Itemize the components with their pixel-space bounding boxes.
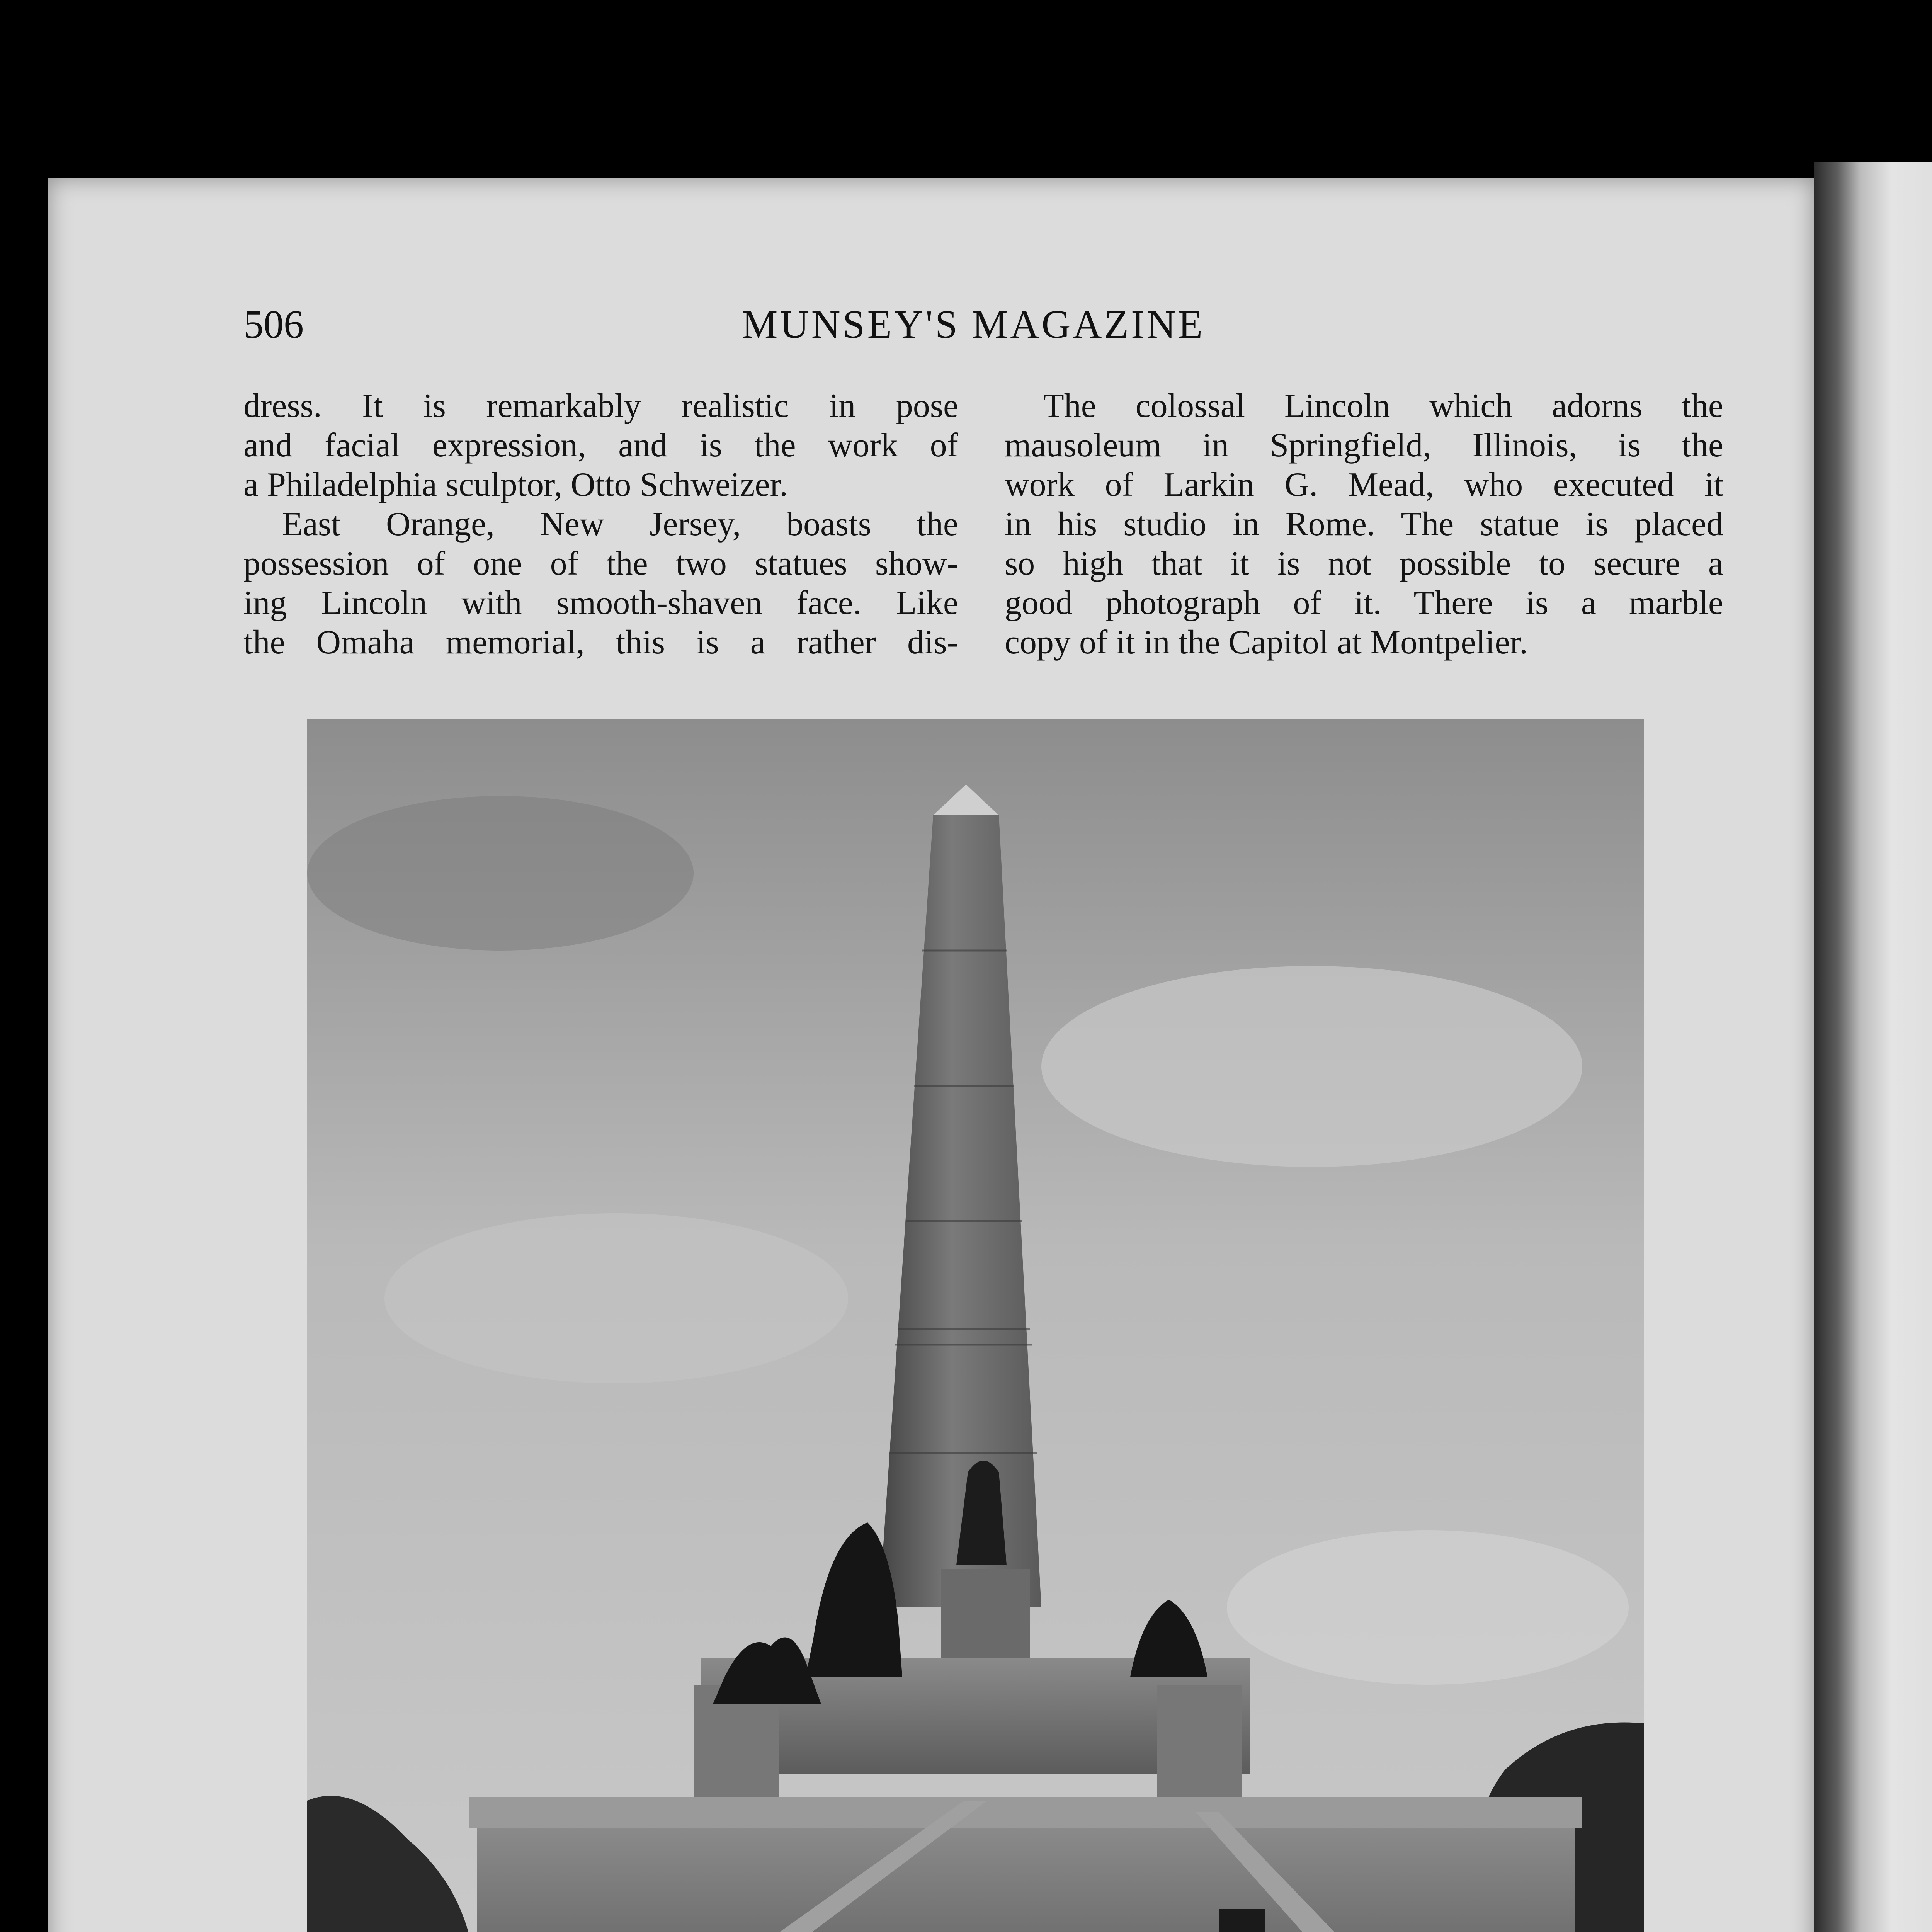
text-line: the Omaha memorial, this is a rather dis- bbox=[243, 624, 958, 661]
running-header bbox=[48, 301, 1814, 363]
text-line: dress. It is remarkably realistic in pose bbox=[243, 387, 958, 425]
text-column-top-right bbox=[1005, 386, 1723, 662]
text-line: mausoleum in Springfield, Illinois, is the bbox=[1005, 427, 1723, 464]
text-line: The colossal Lincoln which adorns the bbox=[1043, 387, 1723, 425]
text-column-top-left bbox=[243, 386, 958, 662]
text-line: East Orange, New Jersey, boasts the bbox=[282, 505, 958, 543]
adjacent-page-edge bbox=[1814, 162, 1932, 1932]
text-line: in his studio in Rome. The statue is placed bbox=[1005, 505, 1723, 543]
text-line: ing Lincoln with smooth-shaven face. Like bbox=[243, 584, 958, 622]
text-line: copy of it in the Capitol at Montpelier. bbox=[1005, 624, 1528, 661]
text-line: possession of one of the two statues show- bbox=[243, 545, 958, 582]
page-number: 506 bbox=[243, 302, 304, 347]
lincoln-tomb-photograph bbox=[307, 719, 1644, 1932]
text-line: a Philadelphia sculptor, Otto Schweizer. bbox=[243, 466, 788, 503]
text-line: work of Larkin G. Mead, who executed it bbox=[1005, 466, 1723, 503]
text-line: so high that it is not possible to secure a bbox=[1005, 545, 1723, 582]
magazine-page bbox=[48, 178, 1814, 1932]
text-line: and facial expression, and is the work of bbox=[243, 427, 958, 464]
magazine-title: MUNSEY'S MAGAZINE bbox=[742, 302, 1205, 347]
text-line: good photograph of it. There is a marble bbox=[1005, 584, 1723, 622]
